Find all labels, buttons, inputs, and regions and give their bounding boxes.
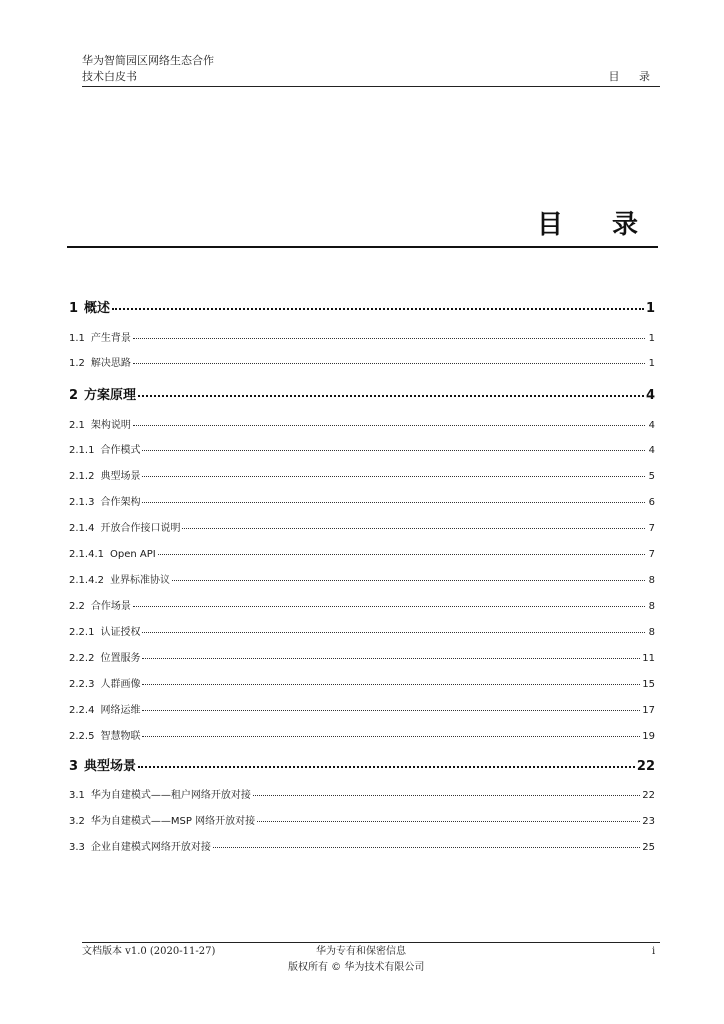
- toc-entry-2-1-4-2[interactable]: [69, 574, 655, 588]
- toc-entry-2-1-3[interactable]: [69, 496, 655, 510]
- toc-dot-leader: [142, 476, 645, 477]
- toc-entry-2-1-1[interactable]: [69, 444, 655, 458]
- toc-dot-leader: [138, 766, 635, 768]
- toc-entry-number: 2.2.4: [69, 705, 95, 716]
- toc-entry-text: 华为自建模式——租户网络开放对接: [90, 790, 251, 801]
- toc-entry-1-2[interactable]: [69, 357, 655, 371]
- toc-entry-text: 典型场景: [100, 471, 141, 482]
- toc-entry-page: 8: [648, 601, 655, 612]
- toc-dot-leader: [158, 554, 645, 555]
- toc-dot-leader: [133, 338, 645, 339]
- toc-entry-text: 认证授权: [100, 627, 141, 638]
- toc-entry-text: 产生背景: [90, 333, 131, 344]
- header-section-name: 目 录: [608, 70, 658, 83]
- toc-entry-page: 6: [648, 497, 655, 508]
- toc-entry-page: 1: [648, 358, 655, 369]
- footer-page-number: i: [652, 946, 656, 957]
- toc-dot-leader: [172, 580, 645, 581]
- toc-dot-leader: [112, 308, 644, 310]
- toc-dot-leader: [142, 710, 640, 711]
- toc-entry-number: 2.2.2: [69, 653, 95, 664]
- toc-entry-page: 22: [642, 790, 655, 801]
- toc-entry-number: 2.1.4.2: [69, 575, 104, 586]
- toc-entry-number: 2.2.1: [69, 627, 95, 638]
- toc-entry-page: 5: [648, 471, 655, 482]
- toc-entry-number: 1.1: [69, 333, 85, 344]
- toc-entry-text: 智慧物联: [100, 731, 141, 742]
- toc-entry-text: 位置服务: [100, 653, 141, 664]
- toc-entry-number: 2.1: [69, 420, 85, 431]
- toc-entry-page: 22: [636, 759, 655, 774]
- toc-entry-text: Open API: [110, 549, 156, 560]
- toc-entry-number: 2.2.5: [69, 731, 95, 742]
- toc-entry-text: 架构说明: [90, 420, 131, 431]
- toc-entry-2-2[interactable]: [69, 600, 655, 614]
- footer-confidentiality: 华为专有和保密信息: [316, 946, 406, 957]
- toc-entry-page: 4: [645, 388, 655, 403]
- toc-entry-page: 4: [648, 420, 655, 431]
- toc-entry-text: 企业自建模式网络开放对接: [90, 842, 211, 853]
- toc-title: 目 录: [536, 210, 658, 240]
- toc-entry-page: 4: [648, 445, 655, 456]
- toc-dot-leader: [133, 363, 645, 364]
- toc-entry-1-1[interactable]: [69, 332, 655, 346]
- toc-entry-text: 合作架构: [100, 497, 141, 508]
- toc-entry-number: 3.2: [69, 816, 85, 827]
- toc-entry-3-3[interactable]: [69, 841, 655, 855]
- toc-dot-leader: [213, 847, 640, 848]
- toc-entry-2-2-5[interactable]: [69, 730, 655, 744]
- toc-entry-2-1-2[interactable]: [69, 470, 655, 484]
- toc-entry-2-2-2[interactable]: [69, 652, 655, 666]
- toc-entry-page: 1: [648, 333, 655, 344]
- toc-dot-leader: [142, 502, 645, 503]
- toc-entry-text: 解决思路: [90, 358, 131, 369]
- toc-title-divider: [67, 246, 658, 248]
- toc-entry-text: 业界标准协议: [110, 575, 170, 586]
- toc-entry-page: 11: [642, 653, 655, 664]
- toc-entry-number: 3.1: [69, 790, 85, 801]
- toc-entry-text: 合作模式: [100, 445, 141, 456]
- toc-dot-leader: [253, 795, 640, 796]
- toc-entry-number: 2.1.4.1: [69, 549, 104, 560]
- toc-dot-leader: [138, 395, 644, 397]
- header-document-type: 技术白皮书: [82, 70, 137, 83]
- toc-entry-2[interactable]: [69, 387, 655, 405]
- toc-entry-page: 8: [648, 575, 655, 586]
- toc-entry-page: 23: [642, 816, 655, 827]
- toc-entry-number: 2.1.4: [69, 523, 95, 534]
- toc-entry-number: 2.2: [69, 601, 85, 612]
- header-divider: [82, 86, 660, 87]
- toc-entry-number: 2.1.1: [69, 445, 95, 456]
- toc-entry-page: 15: [642, 679, 655, 690]
- footer-document-version: 文档版本 v1.0 (2020-11-27): [82, 946, 216, 957]
- toc-entry-text: 概述: [84, 301, 111, 316]
- toc-entry-3[interactable]: [69, 758, 655, 776]
- footer-divider: [82, 942, 660, 943]
- toc-entry-text: 合作场景: [90, 601, 131, 612]
- toc-dot-leader: [142, 736, 640, 737]
- toc-entry-page: 8: [648, 627, 655, 638]
- toc-entry-number: 2.2.3: [69, 679, 95, 690]
- toc-entry-number: 2.1.3: [69, 497, 95, 508]
- toc-entry-text: 华为自建模式——MSP 网络开放对接: [90, 816, 256, 827]
- toc-entry-text: 开放合作接口说明: [100, 523, 181, 534]
- table-of-contents: [69, 300, 655, 860]
- toc-entry-3-2[interactable]: [69, 815, 655, 829]
- toc-entry-2-1-4-1[interactable]: [69, 548, 655, 562]
- toc-entry-text: 方案原理: [84, 388, 137, 403]
- toc-entry-page: 1: [645, 301, 655, 316]
- header-company-title: 华为智简园区网络生态合作: [82, 54, 214, 67]
- toc-dot-leader: [142, 658, 640, 659]
- toc-entry-2-1[interactable]: [69, 419, 655, 433]
- toc-entry-2-2-1[interactable]: [69, 626, 655, 640]
- toc-entry-2-2-4[interactable]: [69, 704, 655, 718]
- toc-entry-text: 典型场景: [84, 759, 137, 774]
- toc-dot-leader: [133, 425, 645, 426]
- toc-dot-leader: [142, 450, 645, 451]
- toc-dot-leader: [182, 528, 645, 529]
- toc-entry-page: 25: [642, 842, 655, 853]
- toc-dot-leader: [133, 606, 645, 607]
- toc-dot-leader: [142, 684, 640, 685]
- toc-entry-2-2-3[interactable]: [69, 678, 655, 692]
- toc-entry-page: 7: [648, 523, 655, 534]
- toc-entry-number: 1: [69, 301, 79, 316]
- toc-entry-number: 2: [69, 388, 79, 403]
- toc-entry-text: 网络运维: [100, 705, 141, 716]
- toc-entry-number: 2.1.2: [69, 471, 95, 482]
- toc-entry-page: 7: [648, 549, 655, 560]
- toc-dot-leader: [142, 632, 645, 633]
- toc-entry-text: 人群画像: [100, 679, 141, 690]
- toc-entry-number: 3.3: [69, 842, 85, 853]
- page-header: [82, 54, 660, 88]
- toc-entry-page: 19: [642, 731, 655, 742]
- toc-entry-page: 17: [642, 705, 655, 716]
- toc-entry-number: 1.2: [69, 358, 85, 369]
- toc-entry-number: 3: [69, 759, 79, 774]
- toc-entry-1[interactable]: [69, 300, 655, 318]
- footer-copyright: 版权所有 © 华为技术有限公司: [288, 962, 425, 973]
- toc-entry-2-1-4[interactable]: [69, 522, 655, 536]
- toc-entry-3-1[interactable]: [69, 789, 655, 803]
- toc-dot-leader: [257, 821, 640, 822]
